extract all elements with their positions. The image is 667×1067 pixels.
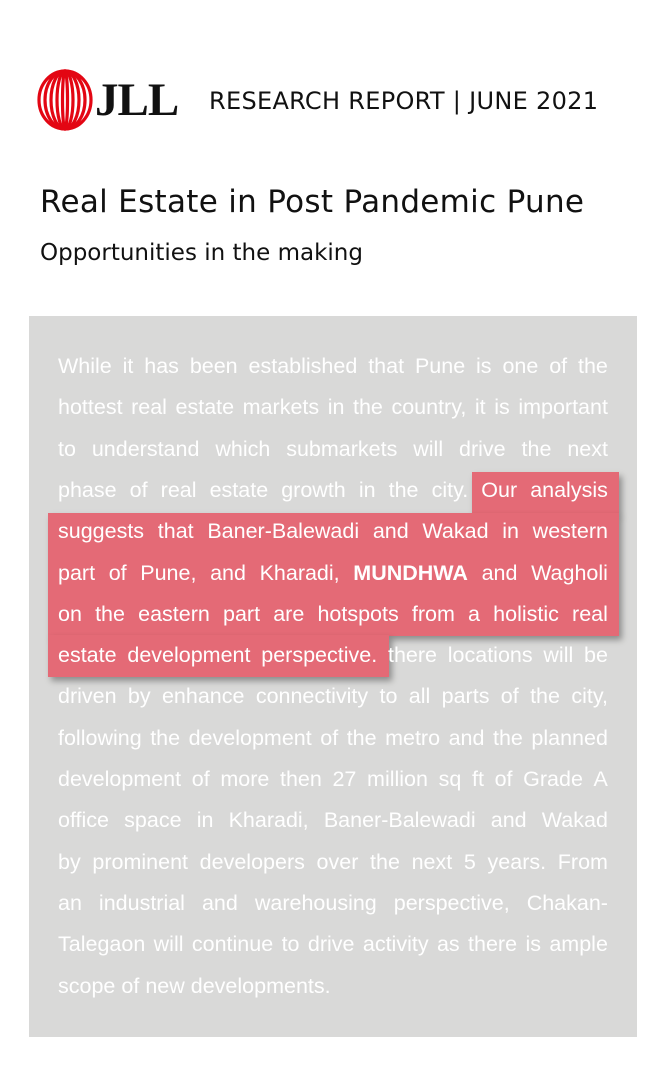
word: the (521, 436, 552, 461)
word: parts (441, 684, 490, 709)
word: of (494, 767, 513, 791)
word: to (379, 684, 398, 709)
word: Wagholi (531, 560, 608, 585)
text-line (58, 594, 608, 635)
text-line (58, 429, 608, 470)
word: Pune, (140, 560, 197, 585)
word: connectivity (255, 684, 369, 709)
word: scope (58, 973, 116, 998)
word: and (201, 890, 238, 915)
word: will (153, 932, 184, 957)
word: over (316, 849, 359, 874)
word: important (518, 395, 608, 420)
text-line (58, 635, 608, 676)
word: is (476, 354, 492, 378)
word: the (370, 849, 400, 874)
word: activity (362, 932, 429, 957)
word: has (144, 354, 179, 378)
word: in (196, 808, 214, 833)
text-line (58, 842, 608, 883)
word: there (387, 643, 437, 668)
word: city. (431, 477, 469, 502)
text-line (58, 387, 608, 428)
word: developments. (190, 973, 331, 998)
word: While (58, 354, 112, 378)
word: markets (242, 395, 320, 420)
word: prominent (92, 849, 188, 874)
word: in (502, 519, 519, 544)
word: From (557, 849, 608, 874)
word: ft (471, 767, 484, 791)
word: locations (447, 643, 533, 668)
word: and (372, 519, 409, 544)
word: of (320, 725, 339, 750)
report-label: RESEARCH REPORT | JUNE 2021 (209, 87, 599, 115)
text-line (58, 759, 608, 800)
word: Baner-Balewadi (323, 808, 476, 833)
word: million (367, 767, 428, 791)
word: planned (531, 725, 608, 750)
word: Our (481, 477, 518, 502)
word: development (127, 643, 251, 668)
word: the (388, 477, 419, 502)
word: holistic (493, 601, 559, 626)
word: real (160, 477, 197, 502)
word: city, (571, 684, 608, 709)
word: enhance (161, 684, 245, 709)
word: as (436, 932, 460, 957)
word: part (58, 560, 96, 585)
page-subtitle: Opportunities in the making (40, 240, 363, 266)
word: growth (281, 477, 346, 502)
word: hotspots (317, 601, 399, 626)
word: it (122, 354, 134, 378)
word: it (474, 395, 486, 420)
jll-rings-icon (37, 68, 93, 132)
word: sq (438, 767, 462, 791)
word: estate (209, 477, 269, 502)
word: real (131, 395, 167, 420)
word: A (593, 767, 608, 791)
word: on (58, 601, 82, 626)
report-header (37, 68, 637, 132)
text-line (58, 924, 608, 965)
word: space (124, 808, 182, 833)
word: Pune (414, 354, 466, 378)
text-line (58, 966, 608, 1007)
word: the (353, 395, 383, 420)
word: from (411, 601, 455, 626)
word: and (448, 725, 485, 750)
word: the (346, 725, 377, 750)
word: of (191, 767, 210, 791)
word: the (150, 725, 181, 750)
word: Grade (523, 767, 583, 791)
word: Baner-Balewadi (207, 519, 360, 544)
word: real (572, 601, 608, 626)
word: more (220, 767, 270, 791)
word: and (490, 808, 527, 833)
word: driven (58, 684, 117, 709)
word: development (188, 725, 312, 750)
word: MUNDHWA (353, 560, 468, 585)
text-line (58, 676, 608, 717)
word: established (248, 354, 358, 378)
word: submarkets (286, 436, 398, 461)
word: new (145, 973, 185, 998)
word: suggests (58, 519, 145, 544)
word: the (492, 725, 523, 750)
word: is (525, 932, 541, 957)
text-line (58, 553, 608, 594)
text-line (58, 800, 608, 841)
word: a (468, 601, 481, 626)
word: 27 (332, 767, 357, 791)
word: eastern (138, 601, 210, 626)
word: and (210, 560, 246, 585)
word: of (500, 684, 519, 709)
word: Chakan- (526, 890, 608, 915)
text-line (58, 883, 608, 924)
word: of (121, 973, 140, 998)
word: to (281, 932, 300, 957)
word: understand (91, 436, 200, 461)
word: Kharadi, (259, 560, 340, 585)
word: Wakad (541, 808, 608, 833)
word: that (157, 519, 194, 544)
word: Wakad (422, 519, 489, 544)
word: warehousing (254, 890, 377, 915)
word: by (127, 684, 151, 709)
word: then (279, 767, 322, 791)
word: of (108, 560, 127, 585)
word: in (327, 395, 345, 420)
word: that (368, 354, 405, 378)
word: following (58, 725, 142, 750)
logo-wordmark: JLL (95, 74, 179, 126)
word: next (567, 436, 608, 461)
word: Kharadi, (228, 808, 309, 833)
word: of (549, 354, 568, 378)
word: the (578, 354, 608, 378)
word: the (530, 684, 560, 709)
word: hottest (58, 395, 123, 420)
word: to (58, 436, 76, 461)
word: an (58, 890, 82, 915)
text-line (58, 470, 608, 511)
word: next (411, 849, 453, 874)
word: will (413, 436, 444, 461)
word: years. (487, 849, 547, 874)
word: will (543, 643, 574, 668)
word: continue (191, 932, 274, 957)
word: and (481, 560, 518, 585)
word: 5 (463, 849, 476, 874)
word: office (58, 808, 109, 833)
word: industrial (98, 890, 185, 915)
word: estate (58, 643, 117, 668)
word: analysis (530, 477, 608, 502)
word: the (95, 601, 125, 626)
word: western (532, 519, 608, 544)
word: of (129, 477, 148, 502)
word: are (273, 601, 305, 626)
word: ample (549, 932, 608, 957)
word: is (494, 395, 510, 420)
word: by (58, 849, 81, 874)
word: perspective. (261, 643, 378, 668)
word: part (223, 601, 261, 626)
word: phase (58, 477, 117, 502)
word: estate (175, 395, 235, 420)
word: be (584, 643, 608, 668)
word: perspective, (393, 890, 510, 915)
word: which (215, 436, 271, 461)
word: country, (391, 395, 467, 420)
word: drive (307, 932, 355, 957)
word: one (502, 354, 539, 378)
word: developers (199, 849, 305, 874)
text-line (58, 718, 608, 759)
word: there (468, 932, 518, 957)
word: Talegaon (58, 932, 146, 957)
word: development (58, 767, 182, 791)
word: drive (459, 436, 506, 461)
word: in (358, 477, 376, 502)
text-line (58, 511, 608, 552)
jll-logo (37, 68, 177, 132)
word: been (189, 354, 238, 378)
word: all (408, 684, 431, 709)
page-title: Real Estate in Post Pandemic Pune (40, 184, 585, 220)
text-line (58, 346, 608, 387)
word: metro (385, 725, 441, 750)
